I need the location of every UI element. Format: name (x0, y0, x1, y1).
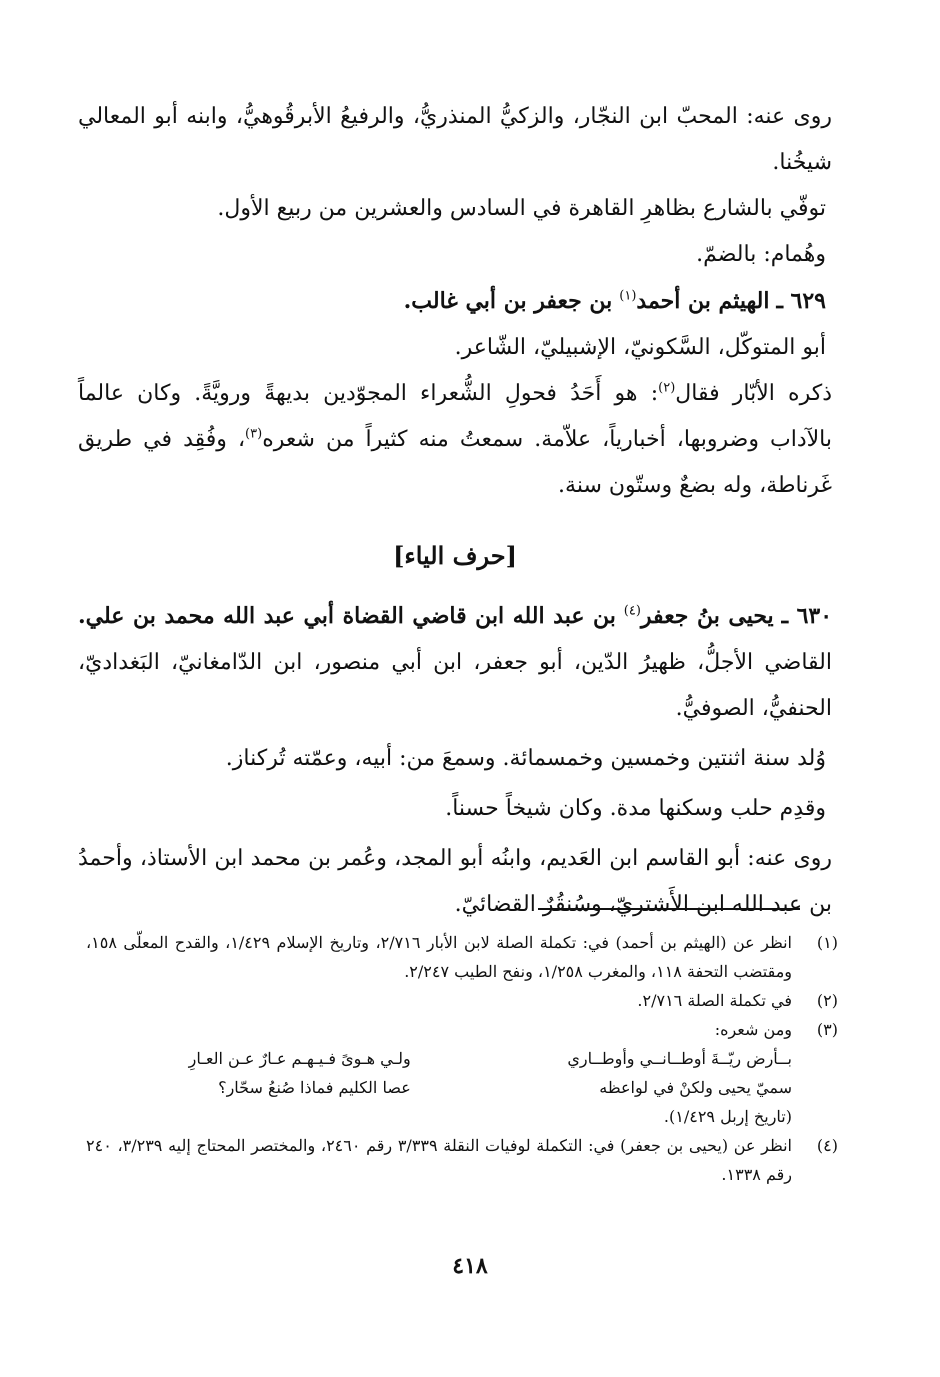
footnote-divider (538, 908, 800, 910)
entry-629-kunya: أبو المتوكّل، السَّكونيّ، الإشبيليّ، الشّاعر. (454, 335, 826, 360)
footnote-text: ومن شعره: (714, 1020, 792, 1039)
page-number: ٤١٨ (452, 1253, 488, 1279)
footnote-2 (86, 986, 838, 1015)
footnote-poem (86, 1015, 792, 1131)
verse-1-second-hemistich: ولـي هـوىً فـيـهـم عـارٌ عـن العـارِ (188, 1049, 411, 1068)
poem-source: (تاريخ إربل ١/٤٢٩). (663, 1107, 792, 1126)
entry-630-name: يحيى بنُ جعفر (640, 603, 774, 629)
verse-2-first-hemistich: سميّ يحيى ولكنْ في لواعظه (599, 1078, 792, 1097)
footnotes (86, 928, 838, 1189)
vocalization-note: وهُمام: بالضمّ. (696, 242, 826, 267)
entry-629-quote-c: ، وفُقِد في طريق غَرناطة، وله بضعٌ وستّون سنة. (78, 427, 832, 498)
poem-verse-2 (86, 1073, 792, 1102)
entry-629-heading (78, 278, 832, 325)
footnote-3 (86, 1015, 838, 1131)
entry-630-titles: القاضي الأجلُّ، ظهيرُ الدّين، أبو جعفر، ابن أبي منصور، ابن الدّامغانيّ، البَغداديّ، الحنفيُّ، الصوفيُّ. (78, 650, 832, 721)
footnote-ref-2[interactable]: (٢) (658, 380, 676, 396)
entry-630-lineage: بن عبد الله ابن قاضي القضاة أبي عبد الله محمد بن علي. (78, 603, 616, 629)
narrators-line-prev: روى عنه: المحبّ ابن النجّار، والزكيُّ المنذريُّ، والرفيعُ الأبرقُوهيُّ، وابنه أبو المعالي شيخُنا. (78, 104, 832, 175)
footnote-text: انظر عن (يحيى بن جعفر) في: التكملة لوفيات النقلة ٣/٣٣٩ رقم ٢٤٦٠، والمختصر المحتاج إليه ٣/٢٣٩، ٢٤٠ رقم ١٣٣٨. (86, 1136, 792, 1184)
section-heading: [حرف الياء] (393, 541, 517, 570)
entry-630-heading (78, 593, 832, 732)
entry-630-number: ٦٣٠ ـ (781, 603, 833, 629)
footnote-number: (٤) (816, 1136, 838, 1155)
footnote-number: (٢) (816, 991, 838, 1010)
verse-2-second-hemistich: عصا الكليم فماذا صُنعُ سحّار؟ (218, 1078, 411, 1097)
entry-629-quote (78, 371, 832, 509)
footnote-4 (86, 1131, 838, 1189)
footnote-ref-4[interactable]: (٤) (623, 603, 641, 619)
death-line-prev: توفّي بالشارع بظاهرِ القاهرة في السادس والعشرين من ربيع الأول. (217, 196, 826, 221)
poem-verse-1 (86, 1044, 792, 1073)
footnote-number: (١) (816, 933, 838, 952)
footnote-text: انظر عن (الهيثم بن أحمد) في: تكملة الصلة لابن الأبار ٢/٧١٦، وتاريخ الإسلام ١/٤٢٩، والقدح المعلّى ١٥٨، ومقتضب التحفة ١١٨، والمغرب ١/٢٥٨، ونفح الطيب ٢/٢٤٧. (86, 933, 792, 981)
entry-629-number: ٦٢٩ ـ (776, 288, 826, 314)
footnote-text: في تكملة الصلة ٢/٧١٦. (637, 991, 792, 1010)
entry-629-lineage: بن جعفر بن أبي غالب. (403, 288, 613, 314)
footnote-1 (86, 928, 838, 986)
footnote-number: (٣) (816, 1020, 838, 1039)
entry-629-name: الهيثم بن أحمد (636, 288, 770, 314)
footnote-ref-1[interactable]: (١) (619, 288, 637, 304)
verse-1-first-hemistich: بــأرض ريّــةَ أوطــانــي وأوطــاري (567, 1049, 792, 1068)
entry-630-narrators: روى عنه: أبو القاسم ابن العَديم، وابنُه أبو المجد، وعُمر بن محمد ابن الأستاذ، وأحمدُ بن عبد الله ابن الأَشتريّ، وسُنقُرٌ القضائيّ. (78, 846, 832, 917)
main-text (78, 94, 832, 928)
entry-630-aleppo: وقدِم حلب وسكنها مدة. وكان شيخاً حسناً. (445, 796, 826, 821)
entry-629-quote-a: ذكره الأبّار فقال (675, 381, 832, 406)
footnote-ref-3[interactable]: (٣) (245, 426, 263, 442)
entry-630-birth: وُلد سنة اثنتين وخمسين وخمسمائة. وسمعَ من: أبيه، وعمّته تُركناز. (225, 746, 826, 771)
entry-629-quote-b: : هو أَحَدُ فحولِ الشُّعراء المجوّدين بديهةً ورويَّةً. وكان عالماً بالآداب وضروبها، أخبارياً، علاّمة. سمعتُ منه كثيراً من شعره (78, 381, 832, 452)
